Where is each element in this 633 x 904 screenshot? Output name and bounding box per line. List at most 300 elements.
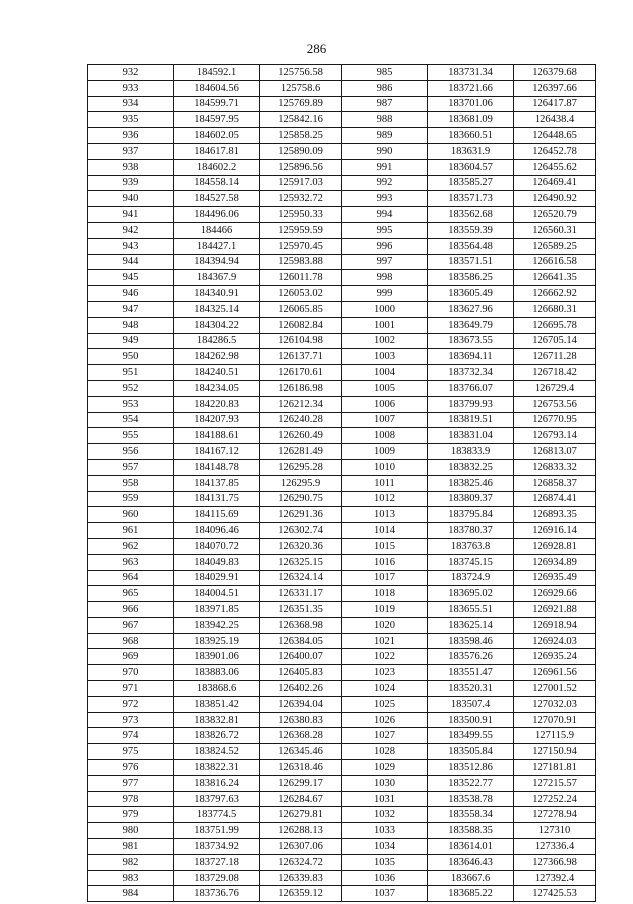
point-number-cell: 981 (88, 839, 174, 855)
x-coordinate-cell: 183522.77 (428, 775, 514, 791)
y-coordinate-cell: 125769.89 (260, 96, 342, 112)
y-coordinate-cell: 126295.9 (260, 475, 342, 491)
point-number-cell: 1030 (342, 775, 428, 791)
y-coordinate-cell: 126082.84 (260, 317, 342, 333)
x-coordinate-cell: 183729.08 (174, 870, 260, 886)
y-coordinate-cell: 126053.02 (260, 286, 342, 302)
y-coordinate-cell: 126307.06 (260, 839, 342, 855)
point-number-cell: 961 (88, 523, 174, 539)
y-coordinate-cell: 126295.28 (260, 459, 342, 475)
y-coordinate-cell: 126402.26 (260, 681, 342, 697)
x-coordinate-cell: 183559.39 (428, 222, 514, 238)
y-coordinate-cell: 126918.94 (514, 617, 596, 633)
table-row (88, 507, 596, 523)
x-coordinate-cell: 183605.49 (428, 286, 514, 302)
point-number-cell: 1019 (342, 602, 428, 618)
y-coordinate-cell: 126279.81 (260, 807, 342, 823)
x-coordinate-cell: 184466 (174, 222, 260, 238)
point-number-cell: 996 (342, 238, 428, 254)
x-coordinate-cell: 183780.37 (428, 523, 514, 539)
point-number-cell: 940 (88, 191, 174, 207)
y-coordinate-cell: 126324.14 (260, 570, 342, 586)
point-number-cell: 1017 (342, 570, 428, 586)
point-number-cell: 1018 (342, 586, 428, 602)
point-number-cell: 1036 (342, 870, 428, 886)
table-row (88, 444, 596, 460)
point-number-cell: 984 (88, 886, 174, 902)
y-coordinate-cell: 125983.88 (260, 254, 342, 270)
y-coordinate-cell: 126186.98 (260, 380, 342, 396)
x-coordinate-cell: 183724.9 (428, 570, 514, 586)
y-coordinate-cell: 125890.09 (260, 143, 342, 159)
y-coordinate-cell: 126368.28 (260, 728, 342, 744)
y-coordinate-cell: 127278.94 (514, 807, 596, 823)
point-number-cell: 991 (342, 159, 428, 175)
x-coordinate-cell: 184604.56 (174, 80, 260, 96)
y-coordinate-cell: 126417.87 (514, 96, 596, 112)
table-row (88, 696, 596, 712)
table-row (88, 570, 596, 586)
y-coordinate-cell: 126833.32 (514, 459, 596, 475)
coordinates-table (87, 64, 596, 902)
point-number-cell: 1008 (342, 428, 428, 444)
point-number-cell: 1037 (342, 886, 428, 902)
point-number-cell: 935 (88, 112, 174, 128)
table-row (88, 143, 596, 159)
x-coordinate-cell: 183727.18 (174, 854, 260, 870)
point-number-cell: 1033 (342, 823, 428, 839)
y-coordinate-cell: 127070.91 (514, 712, 596, 728)
table-row (88, 712, 596, 728)
point-number-cell: 933 (88, 80, 174, 96)
x-coordinate-cell: 183507.4 (428, 696, 514, 712)
point-number-cell: 1031 (342, 791, 428, 807)
y-coordinate-cell: 126281.49 (260, 444, 342, 460)
y-coordinate-cell: 126935.24 (514, 649, 596, 665)
y-coordinate-cell: 127001.52 (514, 681, 596, 697)
y-coordinate-cell: 126240.28 (260, 412, 342, 428)
x-coordinate-cell: 183868.6 (174, 681, 260, 697)
x-coordinate-cell: 184592.1 (174, 65, 260, 81)
y-coordinate-cell: 126662.92 (514, 286, 596, 302)
x-coordinate-cell: 183971.85 (174, 602, 260, 618)
table-row (88, 681, 596, 697)
x-coordinate-cell: 184394.94 (174, 254, 260, 270)
table-row (88, 365, 596, 381)
table-row (88, 807, 596, 823)
point-number-cell: 1002 (342, 333, 428, 349)
x-coordinate-cell: 183883.06 (174, 665, 260, 681)
point-number-cell: 952 (88, 380, 174, 396)
y-coordinate-cell: 126137.71 (260, 349, 342, 365)
table-row (88, 586, 596, 602)
point-number-cell: 1015 (342, 538, 428, 554)
y-coordinate-cell: 127032.03 (514, 696, 596, 712)
y-coordinate-cell: 126455.62 (514, 159, 596, 175)
table-row (88, 602, 596, 618)
point-number-cell: 976 (88, 760, 174, 776)
point-number-cell: 959 (88, 491, 174, 507)
y-coordinate-cell: 126520.79 (514, 207, 596, 223)
table-row (88, 728, 596, 744)
point-number-cell: 998 (342, 270, 428, 286)
point-number-cell: 978 (88, 791, 174, 807)
point-number-cell: 997 (342, 254, 428, 270)
y-coordinate-cell: 126345.46 (260, 744, 342, 760)
point-number-cell: 1025 (342, 696, 428, 712)
y-coordinate-cell: 125950.33 (260, 207, 342, 223)
point-number-cell: 1023 (342, 665, 428, 681)
x-coordinate-cell: 183795.84 (428, 507, 514, 523)
point-number-cell: 942 (88, 222, 174, 238)
x-coordinate-cell: 183564.48 (428, 238, 514, 254)
table-row (88, 301, 596, 317)
point-number-cell: 949 (88, 333, 174, 349)
y-coordinate-cell: 126874.41 (514, 491, 596, 507)
x-coordinate-cell: 184137.85 (174, 475, 260, 491)
x-coordinate-cell: 183604.57 (428, 159, 514, 175)
x-coordinate-cell: 184234.05 (174, 380, 260, 396)
x-coordinate-cell: 183851.42 (174, 696, 260, 712)
point-number-cell: 1005 (342, 380, 428, 396)
x-coordinate-cell: 183816.24 (174, 775, 260, 791)
y-coordinate-cell: 125970.45 (260, 238, 342, 254)
point-number-cell: 987 (342, 96, 428, 112)
point-number-cell: 1027 (342, 728, 428, 744)
y-coordinate-cell: 126260.49 (260, 428, 342, 444)
x-coordinate-cell: 184131.75 (174, 491, 260, 507)
table-row (88, 523, 596, 539)
table-row (88, 396, 596, 412)
x-coordinate-cell: 183824.52 (174, 744, 260, 760)
y-coordinate-cell: 126718.42 (514, 365, 596, 381)
table-row (88, 222, 596, 238)
table-row (88, 349, 596, 365)
point-number-cell: 979 (88, 807, 174, 823)
point-number-cell: 985 (342, 65, 428, 81)
x-coordinate-cell: 183655.51 (428, 602, 514, 618)
y-coordinate-cell: 126405.83 (260, 665, 342, 681)
x-coordinate-cell: 183512.86 (428, 760, 514, 776)
y-coordinate-cell: 126331.17 (260, 586, 342, 602)
y-coordinate-cell: 127215.57 (514, 775, 596, 791)
x-coordinate-cell: 183571.73 (428, 191, 514, 207)
x-coordinate-cell: 184599.71 (174, 96, 260, 112)
x-coordinate-cell: 184096.46 (174, 523, 260, 539)
x-coordinate-cell: 183649.79 (428, 317, 514, 333)
point-number-cell: 932 (88, 65, 174, 81)
y-coordinate-cell: 127181.81 (514, 760, 596, 776)
y-coordinate-cell: 126916.14 (514, 523, 596, 539)
point-number-cell: 953 (88, 396, 174, 412)
x-coordinate-cell: 183499.55 (428, 728, 514, 744)
y-coordinate-cell: 126490.92 (514, 191, 596, 207)
y-coordinate-cell: 126858.37 (514, 475, 596, 491)
table-row (88, 791, 596, 807)
point-number-cell: 1035 (342, 854, 428, 870)
x-coordinate-cell: 184188.61 (174, 428, 260, 444)
point-number-cell: 1013 (342, 507, 428, 523)
point-number-cell: 1029 (342, 760, 428, 776)
y-coordinate-cell: 126452.78 (514, 143, 596, 159)
point-number-cell: 971 (88, 681, 174, 697)
point-number-cell: 1016 (342, 554, 428, 570)
y-coordinate-cell: 126359.12 (260, 886, 342, 902)
x-coordinate-cell: 183942.25 (174, 617, 260, 633)
table-row (88, 317, 596, 333)
point-number-cell: 1020 (342, 617, 428, 633)
x-coordinate-cell: 183799.93 (428, 396, 514, 412)
x-coordinate-cell: 183901.06 (174, 649, 260, 665)
y-coordinate-cell: 125858.25 (260, 128, 342, 144)
y-coordinate-cell: 125917.03 (260, 175, 342, 191)
x-coordinate-cell: 184367.9 (174, 270, 260, 286)
point-number-cell: 951 (88, 365, 174, 381)
table-row (88, 649, 596, 665)
x-coordinate-cell: 184527.58 (174, 191, 260, 207)
x-coordinate-cell: 183822.31 (174, 760, 260, 776)
table-row (88, 128, 596, 144)
point-number-cell: 963 (88, 554, 174, 570)
y-coordinate-cell: 126924.03 (514, 633, 596, 649)
x-coordinate-cell: 183734.92 (174, 839, 260, 855)
y-coordinate-cell: 126394.04 (260, 696, 342, 712)
point-number-cell: 980 (88, 823, 174, 839)
y-coordinate-cell: 126934.89 (514, 554, 596, 570)
point-number-cell: 1022 (342, 649, 428, 665)
y-coordinate-cell: 126104.98 (260, 333, 342, 349)
x-coordinate-cell: 183551.47 (428, 665, 514, 681)
page-number: 286 (306, 41, 327, 56)
x-coordinate-cell: 183627.96 (428, 301, 514, 317)
x-coordinate-cell: 184602.2 (174, 159, 260, 175)
y-coordinate-cell: 126729.4 (514, 380, 596, 396)
x-coordinate-cell: 183797.63 (174, 791, 260, 807)
table-row (88, 238, 596, 254)
x-coordinate-cell: 184597.95 (174, 112, 260, 128)
x-coordinate-cell: 184240.51 (174, 365, 260, 381)
point-number-cell: 1021 (342, 633, 428, 649)
x-coordinate-cell: 184617.81 (174, 143, 260, 159)
table-row (88, 159, 596, 175)
y-coordinate-cell: 126929.66 (514, 586, 596, 602)
x-coordinate-cell: 183562.68 (428, 207, 514, 223)
y-coordinate-cell: 126400.07 (260, 649, 342, 665)
y-coordinate-cell: 126212.34 (260, 396, 342, 412)
x-coordinate-cell: 183586.25 (428, 270, 514, 286)
x-coordinate-cell: 184304.22 (174, 317, 260, 333)
point-number-cell: 993 (342, 191, 428, 207)
x-coordinate-cell: 183681.09 (428, 112, 514, 128)
y-coordinate-cell: 125896.56 (260, 159, 342, 175)
x-coordinate-cell: 183500.91 (428, 712, 514, 728)
x-coordinate-cell: 183833.9 (428, 444, 514, 460)
table-row (88, 80, 596, 96)
x-coordinate-cell: 183736.76 (174, 886, 260, 902)
point-number-cell: 1001 (342, 317, 428, 333)
y-coordinate-cell: 126680.31 (514, 301, 596, 317)
x-coordinate-cell: 183751.99 (174, 823, 260, 839)
x-coordinate-cell: 183694.11 (428, 349, 514, 365)
x-coordinate-cell: 183825.46 (428, 475, 514, 491)
point-number-cell: 1024 (342, 681, 428, 697)
x-coordinate-cell: 183660.51 (428, 128, 514, 144)
x-coordinate-cell: 183701.06 (428, 96, 514, 112)
x-coordinate-cell: 183673.55 (428, 333, 514, 349)
point-number-cell: 990 (342, 143, 428, 159)
point-number-cell: 982 (88, 854, 174, 870)
x-coordinate-cell: 184220.83 (174, 396, 260, 412)
x-coordinate-cell: 184049.83 (174, 554, 260, 570)
x-coordinate-cell: 184070.72 (174, 538, 260, 554)
table-row (88, 428, 596, 444)
x-coordinate-cell: 183585.27 (428, 175, 514, 191)
point-number-cell: 972 (88, 696, 174, 712)
point-number-cell: 1032 (342, 807, 428, 823)
table-row (88, 823, 596, 839)
y-coordinate-cell: 127425.53 (514, 886, 596, 902)
table-row (88, 744, 596, 760)
x-coordinate-cell: 184148.78 (174, 459, 260, 475)
point-number-cell: 941 (88, 207, 174, 223)
point-number-cell: 975 (88, 744, 174, 760)
y-coordinate-cell: 126711.28 (514, 349, 596, 365)
point-number-cell: 943 (88, 238, 174, 254)
x-coordinate-cell: 183774.5 (174, 807, 260, 823)
x-coordinate-cell: 183832.25 (428, 459, 514, 475)
y-coordinate-cell: 126291.36 (260, 507, 342, 523)
point-number-cell: 986 (342, 80, 428, 96)
x-coordinate-cell: 183732.34 (428, 365, 514, 381)
x-coordinate-cell: 183766.07 (428, 380, 514, 396)
x-coordinate-cell: 183631.9 (428, 143, 514, 159)
table-row (88, 760, 596, 776)
table-row (88, 839, 596, 855)
y-coordinate-cell: 125758.6 (260, 80, 342, 96)
y-coordinate-cell: 127115.9 (514, 728, 596, 744)
point-number-cell: 947 (88, 301, 174, 317)
coordinates-table-body (88, 65, 596, 902)
x-coordinate-cell: 183588.35 (428, 823, 514, 839)
point-number-cell: 1034 (342, 839, 428, 855)
y-coordinate-cell: 125932.72 (260, 191, 342, 207)
x-coordinate-cell: 183646.43 (428, 854, 514, 870)
x-coordinate-cell: 183667.6 (428, 870, 514, 886)
point-number-cell: 957 (88, 459, 174, 475)
y-coordinate-cell: 126351.35 (260, 602, 342, 618)
x-coordinate-cell: 184207.93 (174, 412, 260, 428)
y-coordinate-cell: 126928.81 (514, 538, 596, 554)
y-coordinate-cell: 126705.14 (514, 333, 596, 349)
y-coordinate-cell: 126384.05 (260, 633, 342, 649)
point-number-cell: 950 (88, 349, 174, 365)
x-coordinate-cell: 184115.69 (174, 507, 260, 523)
y-coordinate-cell: 127310 (514, 823, 596, 839)
y-coordinate-cell: 126813.07 (514, 444, 596, 460)
point-number-cell: 1010 (342, 459, 428, 475)
y-coordinate-cell: 126469.41 (514, 175, 596, 191)
y-coordinate-cell: 126935.49 (514, 570, 596, 586)
x-coordinate-cell: 184602.05 (174, 128, 260, 144)
point-number-cell: 954 (88, 412, 174, 428)
table-row (88, 775, 596, 791)
table-row (88, 96, 596, 112)
y-coordinate-cell: 126921.88 (514, 602, 596, 618)
y-coordinate-cell: 126695.78 (514, 317, 596, 333)
y-coordinate-cell: 126379.68 (514, 65, 596, 81)
y-coordinate-cell: 127150.94 (514, 744, 596, 760)
table-row (88, 617, 596, 633)
y-coordinate-cell: 126616.58 (514, 254, 596, 270)
y-coordinate-cell: 126065.85 (260, 301, 342, 317)
point-number-cell: 983 (88, 870, 174, 886)
point-number-cell: 977 (88, 775, 174, 791)
point-number-cell: 974 (88, 728, 174, 744)
x-coordinate-cell: 183731.34 (428, 65, 514, 81)
y-coordinate-cell: 126288.13 (260, 823, 342, 839)
point-number-cell: 968 (88, 633, 174, 649)
x-coordinate-cell: 183745.15 (428, 554, 514, 570)
y-coordinate-cell: 126448.65 (514, 128, 596, 144)
x-coordinate-cell: 183695.02 (428, 586, 514, 602)
table-row (88, 459, 596, 475)
y-coordinate-cell: 126560.31 (514, 222, 596, 238)
table-row (88, 65, 596, 81)
point-number-cell: 934 (88, 96, 174, 112)
x-coordinate-cell: 184340.91 (174, 286, 260, 302)
point-number-cell: 964 (88, 570, 174, 586)
point-number-cell: 946 (88, 286, 174, 302)
point-number-cell: 1004 (342, 365, 428, 381)
table-row (88, 191, 596, 207)
y-coordinate-cell: 127336.4 (514, 839, 596, 855)
y-coordinate-cell: 126339.83 (260, 870, 342, 886)
y-coordinate-cell: 126011.78 (260, 270, 342, 286)
x-coordinate-cell: 183809.37 (428, 491, 514, 507)
y-coordinate-cell: 125842.16 (260, 112, 342, 128)
table-row (88, 412, 596, 428)
y-coordinate-cell: 126893.35 (514, 507, 596, 523)
x-coordinate-cell: 183763.8 (428, 538, 514, 554)
y-coordinate-cell: 126397.66 (514, 80, 596, 96)
x-coordinate-cell: 184558.14 (174, 175, 260, 191)
y-coordinate-cell: 126368.98 (260, 617, 342, 633)
x-coordinate-cell: 184427.1 (174, 238, 260, 254)
y-coordinate-cell: 126290.75 (260, 491, 342, 507)
point-number-cell: 992 (342, 175, 428, 191)
x-coordinate-cell: 183614.01 (428, 839, 514, 855)
table-row (88, 112, 596, 128)
y-coordinate-cell: 126318.46 (260, 760, 342, 776)
y-coordinate-cell: 126961.56 (514, 665, 596, 681)
table-row (88, 475, 596, 491)
x-coordinate-cell: 184029.91 (174, 570, 260, 586)
y-coordinate-cell: 126753.56 (514, 396, 596, 412)
point-number-cell: 1003 (342, 349, 428, 365)
point-number-cell: 1006 (342, 396, 428, 412)
point-number-cell: 939 (88, 175, 174, 191)
y-coordinate-cell: 126302.74 (260, 523, 342, 539)
point-number-cell: 1009 (342, 444, 428, 460)
point-number-cell: 966 (88, 602, 174, 618)
point-number-cell: 955 (88, 428, 174, 444)
x-coordinate-cell: 184004.51 (174, 586, 260, 602)
x-coordinate-cell: 183598.46 (428, 633, 514, 649)
point-number-cell: 1000 (342, 301, 428, 317)
point-number-cell: 944 (88, 254, 174, 270)
y-coordinate-cell: 125756.58 (260, 65, 342, 81)
point-number-cell: 973 (88, 712, 174, 728)
